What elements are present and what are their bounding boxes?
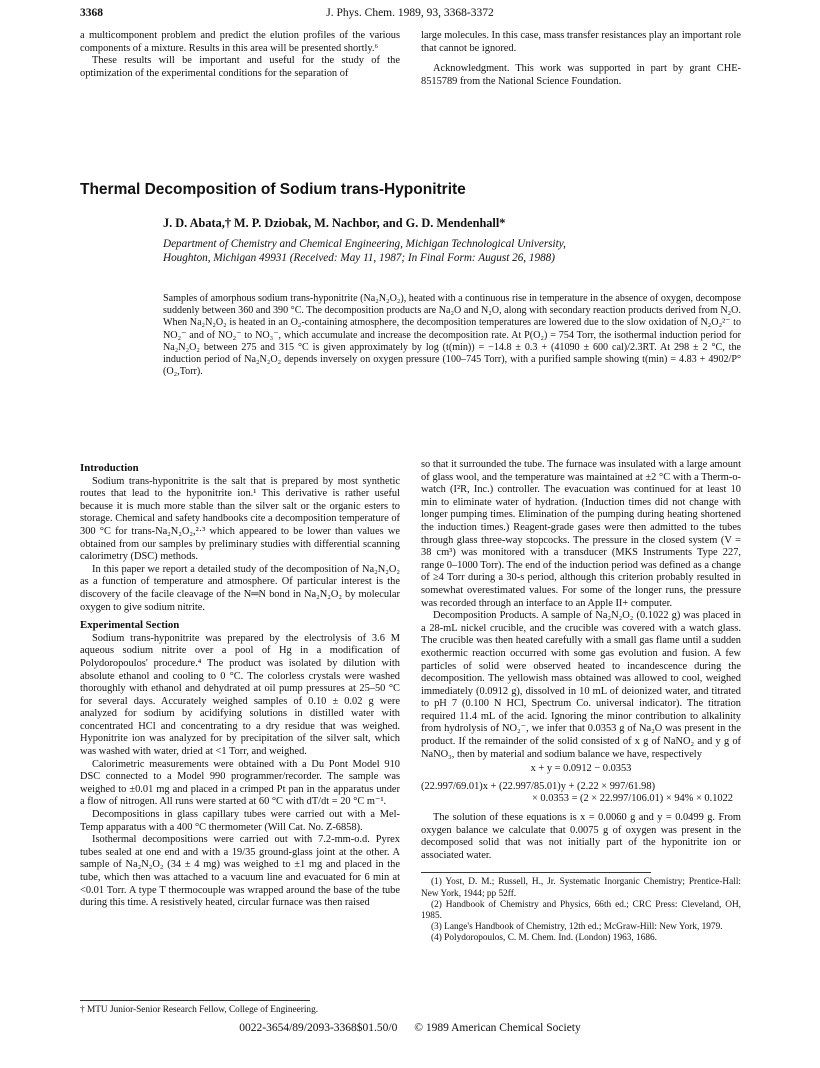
affiliation-line: Department of Chemistry and Chemical Engineering, Michigan Technological University,	[163, 238, 566, 250]
paragraph: Decomposition Products. A sample of Na₂N₂O₂ (0.1022 g) was placed in a 28-mL nickel crucible, and the crucible was covered with a watch glass. The crucible was then heated carefully with a small gas flame until a sudden exothermic reaction occurred with some gas evolution and fusion. A few particles of solid were observed heated to incandescence during the decomposition. The yellowish mass obtained was allowed to cool, weighed immediately (0.0912 g), dissolved in 10 mL of deionized water, and titrated to pH 7 (0.100 N HCl, Spectrum Co. universal indicator). The titration required 11.4 mL of the acid. Ignoring the minor contribution to alkalinity from hydrolysis of NO₂⁻, we infer that 0.0353 g of Na₂O was present in the product. If the remainder of the solid consisted of x g of NaNO₂ and y g of NaNO₃, then by material and sodium balance we have, respectively	[421, 610, 741, 760]
reference-list	[421, 877, 741, 944]
references-rule	[421, 872, 651, 873]
paragraph: a multicomponent problem and predict the elution profiles of the various components of a mixture. Results in this area will be presented shortly.⁶	[80, 30, 400, 54]
equation-2	[421, 781, 741, 806]
journal-citation: J. Phys. Chem. 1989, 93, 3368-3372	[326, 7, 494, 19]
equation-2-line: × 0.0353 = (2 × 22.997/106.01) × 94% × 0.1022	[531, 793, 733, 805]
reference-item: (3) Lange's Handbook of Chemistry, 12th ed.; McGraw-Hill: New York, 1979.	[431, 921, 723, 932]
affiliation	[163, 238, 763, 265]
equation-2-line: (22.997/69.01)x + (22.997/85.01)y + (2.22 × 997/61.98)	[421, 780, 656, 792]
paragraph: Sodium trans-hyponitrite is the salt that is prepared by most synthetic routes that lead to the hyponitrite ion.¹ This derivative is rather useful because it is much more stable than the silver salt or the organic esters to storage. Chemical and safety handbooks cite a decomposition temperature of 300 °C for trans-Na₂N₂O₂,²·³ which appeared to be lower than values we obtained from our samples by preliminary studies with differential scanning calorimetry (DSC) methods.	[80, 475, 400, 563]
paragraph: large molecules. In this case, mass transfer resistances play an important role that cannot be ignored.	[421, 30, 741, 54]
right-column	[421, 459, 741, 944]
author-list: J. D. Abata,† M. P. Dziobak, M. Nachbor, and G. D. Mendenhall*	[163, 216, 506, 230]
reference-item: (1) Yost, D. M.; Russell, H., Jr. Systematic Inorganic Chemistry; Prentice-Hall: New York, 1944; pp 52ff.	[421, 877, 741, 899]
footnote-text: † MTU Junior-Senior Research Fellow, College of Engineering.	[80, 1005, 319, 1015]
page-footer	[80, 1022, 740, 1034]
reference-item: (4) Polydoropoulos, C. M. Chem. Ind. (London) 1963, 1686.	[431, 932, 657, 943]
paragraph: so that it surrounded the tube. The furnace was insulated with a large amount of glass wool, and the temperature was maintained at ±2 °C with a Therm-o-watch (I²R, Inc.) controller. The evacuation was continued for at least 10 min to eliminate water of hydration. (Induction times did not change with longer pumping times. Elimination of the pumping during heating shortened the induction times.) Reagent-grade gases were then admitted to the tubes through glass three-way stopcocks. The pressure in the closed system (V = 38 cm³) was monitored with a transducer (MKS Instruments Type 227, range 0–1000 Torr). The end of the induction period was defined as a change of ≥4 Torr during a 30-s period, although this criterion probably resulted in somewhat overestimated values. For some of the longer runs, the pressure was recorded through an interface to an Apple II+ computer.	[421, 459, 741, 609]
copyright: © 1989 American Chemical Society	[414, 1022, 581, 1034]
paragraph: Isothermal decompositions were carried out with 7.2-mm-o.d. Pyrex tubes sealed at one end and with a 19/35 ground-glass joint at the other. A sample of Na₂N₂O₂ (34 ± 4 mg) was weighed to ±1 mg and placed in the tube, which then was attached to a vacuum line and evacuated for 6 min at <0.01 Torr. A type T thermocouple was wrapped around the base of the tube during this time. A resistively heated, circular furnace was then raised	[80, 834, 400, 909]
running-header	[80, 7, 740, 23]
footnote-rule	[80, 1000, 310, 1001]
paragraph: Calorimetric measurements were obtained with a Du Pont Model 910 DSC connected to a Model 990 programmer/recorder. The sample was weighed to ±0.01 mg and placed in a crimped Pt pan in the apparatus under a flow of nitrogen. All runs were started at 60 °C with dT/dt = 20 °C m⁻¹.	[80, 758, 400, 808]
article-code: 0022-3654/89/2093-3368$01.50/0	[239, 1022, 398, 1034]
reference-item: (2) Handbook of Chemistry and Physics, 66th ed.; CRC Press: Cleveland, OH, 1985.	[421, 899, 741, 921]
left-column	[80, 459, 400, 910]
prev-article-right	[421, 30, 741, 88]
section-heading-experimental: Experimental Section	[80, 619, 180, 632]
paragraph: Decompositions in glass capillary tubes were carried out with a Mel-Temp apparatus with a 400 °C thermometer (Will Cat. No. Z-6858).	[80, 809, 400, 833]
abstract: Samples of amorphous sodium trans-hyponitrite (Na₂N₂O₂), heated with a continuous rise in temperature in the absence of oxygen, decompose suddenly between 360 and 390 °C. The decomposition products are Na₂O and N₂O, along with secondary reaction products derived from N₂O. When Na₂N₂O₂ is heated in an O₂-containing atmosphere, the decomposition temperatures are lowered due to the slow oxidation of N₂O₂²⁻ to NO₂⁻ and of NO₂⁻ to NO₃⁻, which accumulate and increase the decomposition rate. At P(O₂) = 754 Torr, the isothermal induction period for Na₂N₂O₂ between 275 and 315 °C is given approximately by log (t(min)) = −14.8 ± 0.3 + (41090 ± 600 cal)/2.3RT. At 298 ± 2 °C, the induction period of Na₂N₂O₂ depends inversely on oxygen pressure (100–745 Torr), with a purified sample showing t(min) = 4.83 + 4902/P°(O₂,Torr).	[163, 293, 741, 378]
article-title: Thermal Decomposition of Sodium trans-Hyponitrite	[80, 181, 466, 198]
acknowledgment: Acknowledgment. This work was supported in part by grant CHE-8515789 from the National Science Foundation.	[421, 63, 741, 87]
section-heading-introduction: Introduction	[80, 462, 139, 474]
paragraph: The solution of these equations is x = 0.0060 g and y = 0.0499 g. From oxygen balance we calculate that 0.0075 g of oxygen was present in the decomposed solid that was not initially part of the hyponitrite ion or associated water.	[421, 812, 741, 861]
received-dates: Houghton, Michigan 49931 (Received: May 11, 1987; In Final Form: August 26, 1988)	[163, 251, 556, 264]
page-number: 3368	[80, 7, 103, 19]
paragraph: In this paper we report a detailed study of the decomposition of Na₂N₂O₂ as a function of temperature and atmosphere. Of particular interest is the discovery of the facile cleavage of the N═N bond in Na₂N₂O₂ by molecular oxygen to give sodium nitrite.	[80, 563, 400, 613]
paragraph: Sodium trans-hyponitrite was prepared by the electrolysis of 3.6 M aqueous sodium nitrite over a pool of Hg in a modification of Polydoropoulos' procedure.⁴ The product was isolated by dilution with absolute ethanol and cooling to 0 °C. The colorless crystals were washed thoroughly with ethanol and dehydrated at oil pump pressures at 25–50 °C for several days. Accurately weighed samples of 0.10 ± 0.02 g were analyzed for sodium by acidifying solutions in distilled water with concentrated HCl and concentrating to a dry residue that was weighed. Hyponitrite ion was analyzed for by precipitation of the silver salt, which was washed with water, dried at <1 Torr, and weighed.	[80, 632, 400, 758]
prev-article-left	[80, 30, 400, 80]
equation-1: x + y = 0.0912 − 0.0353	[530, 763, 632, 775]
paragraph: These results will be important and useful for the study of the optimization of the experimental conditions for the separation of	[80, 55, 400, 79]
author-footnote	[80, 994, 400, 1016]
